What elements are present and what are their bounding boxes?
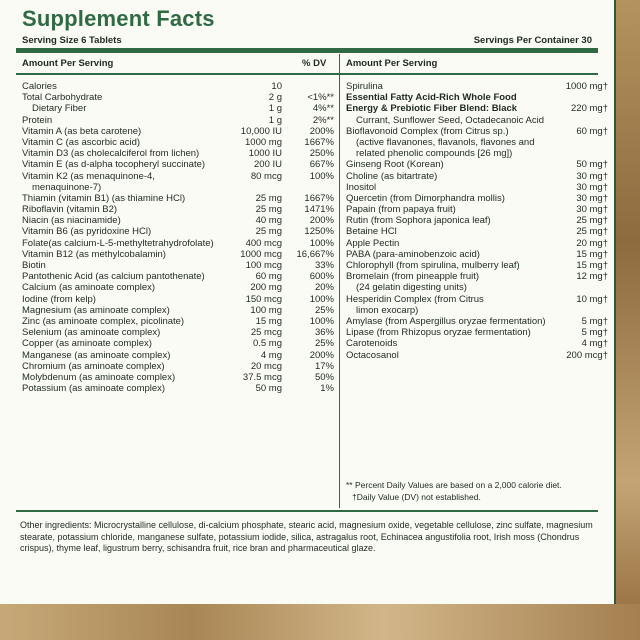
nutrient-amount: 50 mg: [255, 383, 282, 395]
ingredient-row: [346, 182, 608, 193]
ingredient-row: [346, 115, 608, 126]
nutrient-row: [22, 238, 334, 249]
nutrient-amount: 100 mcg: [245, 260, 282, 272]
dv-not-established-footnote: †Daily Value (DV) not established.: [352, 492, 481, 502]
ingredient-row: [346, 81, 608, 92]
ingredient-row: [346, 148, 608, 159]
nutrient-dv: 200%: [309, 215, 334, 227]
nutrient-row: [22, 193, 334, 204]
nutrient-name: Calories: [22, 81, 57, 92]
nutrient-row: [22, 305, 334, 316]
nutrient-dv: 600%: [309, 271, 334, 283]
nutrient-name: Calcium (as aminoate complex): [22, 282, 156, 294]
nutrient-name: Vitamin B12 (as methylcobalamin): [22, 248, 166, 260]
right-amount-header: Amount Per Serving: [346, 58, 438, 69]
nutrient-row: [22, 215, 334, 226]
nutrient-amount: 200 IU: [254, 159, 282, 171]
ingredient-amount: 25 mg†: [576, 215, 608, 227]
ingredient-amount: 30 mg†: [576, 181, 608, 193]
nutrient-amount: 25 mcg: [250, 327, 282, 339]
ingredient-name: Octacosanol: [346, 349, 399, 361]
nutrient-dv: 25%: [314, 304, 334, 316]
ingredient-name: Carotenoids: [346, 338, 398, 350]
ingredient-amount: 5 mg†: [581, 315, 608, 327]
ingredient-row: [346, 103, 608, 114]
nutrient-dv: 4%**: [312, 103, 334, 115]
nutrient-name: Molybdenum (as aminoate complex): [22, 371, 176, 383]
ingredient-amount: 30 mg†: [576, 192, 608, 204]
nutrient-row: [22, 260, 334, 271]
ingredient-row: [346, 126, 608, 137]
nutrient-dv: 16,667%: [296, 248, 334, 260]
ingredient-row: [346, 316, 608, 327]
nutrient-row: [22, 282, 334, 293]
left-nutrient-list: [22, 81, 334, 394]
nutrient-name: Folate(as calcium-L-5-methyltetrahydrofolate): [22, 237, 214, 249]
nutrient-row: [22, 294, 334, 305]
nutrient-dv: 1667%: [304, 136, 334, 148]
ingredient-name: Bromelain (from pineapple fruit): [346, 271, 480, 283]
nutrient-name: Selenium (as aminoate complex): [22, 327, 161, 339]
ingredient-name: Chlorophyll (from spirulina, mulberry leaf): [346, 260, 520, 271]
nutrient-row: [22, 338, 334, 349]
nutrient-name: Vitamin D3 (as cholecalciferol from lichen): [22, 148, 200, 160]
nutrient-dv: 1471%: [304, 204, 334, 216]
nutrient-name: Vitamin B6 (as pyridoxine HCl): [22, 226, 152, 238]
ingredient-amount: 1000 mg†: [565, 81, 608, 92]
nutrient-row: [22, 92, 334, 103]
nutrient-dv: 100%: [309, 170, 334, 182]
nutrient-amount: 100 mg: [250, 304, 282, 316]
ingredient-row: [346, 204, 608, 215]
ingredient-name: Bioflavonoid Complex (from Citrus sp.): [346, 125, 509, 137]
ingredient-row: [346, 249, 608, 260]
ingredient-amount: 10 mg†: [576, 293, 608, 305]
nutrient-name: Vitamin K2 (as menaquinone-4,: [22, 170, 155, 182]
right-nutrient-list: [346, 81, 608, 361]
servings-per-container: Servings Per Container 30: [473, 35, 592, 46]
nutrient-row: [22, 81, 334, 92]
ingredient-name: Lipase (from Rhizopus oryzae fermentation): [346, 327, 531, 339]
ingredient-name: Spirulina: [346, 81, 383, 92]
nutrient-amount: 4 mg: [260, 349, 282, 361]
nutrient-amount: 1 g: [268, 114, 282, 126]
wood-background-bottom: [0, 604, 640, 640]
ingredient-amount: 15 mg†: [576, 248, 608, 260]
nutrient-name: Chromium (as aminoate complex): [22, 360, 165, 372]
nutrient-row: [22, 350, 334, 361]
column-header-rule: [16, 73, 598, 75]
nutrient-row: [22, 103, 334, 114]
ingredient-amount: 60 mg†: [576, 125, 608, 137]
other-ingredients: Other ingredients: Microcrystalline cellulose, di-calcium phosphate, stearic acid, magnesium oxide, vegetable cellulose, zinc sulfate, magnesium stearate, potassium chloride, manganese sulfate, potassium iodide, silica, astragalus root, Echinacea angustifolia root, Irish moss (Chondrus crispus), thyme leaf, ligustrum berry, schisandra fruit, rice bran and pharmaceutical glaze.: [20, 520, 593, 553]
ingredient-amount: 25 mg†: [576, 226, 608, 238]
ingredient-amount: 20 mg†: [576, 237, 608, 249]
nutrient-row: [22, 383, 334, 394]
ingredient-amount: 12 mg†: [576, 271, 608, 283]
nutrient-dv: 50%: [314, 371, 334, 383]
nutrient-name: Vitamin A (as beta carotene): [22, 125, 142, 137]
nutrient-row: [22, 126, 334, 137]
ingredient-row: [346, 171, 608, 182]
panel-title: Supplement Facts: [22, 6, 215, 31]
nutrient-amount: 80 mcg: [250, 170, 282, 182]
nutrient-dv: 2%**: [312, 114, 334, 126]
nutrient-dv: 667%: [309, 159, 334, 171]
nutrient-amount: 25 mg: [255, 204, 282, 216]
ingredient-amount: 30 mg†: [576, 170, 608, 182]
nutrient-amount: 200 mg: [250, 282, 282, 294]
nutrient-row: [22, 361, 334, 372]
nutrient-row: [22, 316, 334, 327]
nutrient-row: [22, 271, 334, 282]
ingredient-amount: 15 mg†: [576, 260, 608, 271]
nutrient-amount: 10,000 IU: [240, 125, 282, 137]
nutrient-amount: 0.5 mg: [252, 338, 282, 350]
ingredient-amount: 5 mg†: [581, 327, 608, 339]
nutrient-dv: 1%: [320, 383, 334, 395]
ingredient-row: [346, 327, 608, 338]
ingredient-row: [346, 294, 608, 305]
nutrient-dv: 33%: [314, 260, 334, 272]
nutrient-name: Magnesium (as aminoate complex): [22, 304, 170, 316]
column-divider: [339, 54, 340, 508]
nutrient-amount: 400 mcg: [245, 237, 282, 249]
ingredient-name: Essential Fatty Acid-Rich Whole Food: [346, 92, 517, 104]
nutrient-row: [22, 171, 334, 193]
ingredient-amount: 50 mg†: [576, 159, 608, 171]
nutrient-amount: 150 mcg: [245, 293, 282, 305]
nutrient-amount: 20 mcg: [250, 360, 282, 372]
ingredient-name: Inositol: [346, 181, 377, 193]
nutrient-name: Zinc (as aminoate complex, picolinate): [22, 315, 185, 327]
ingredient-amount: 4 mg†: [581, 338, 608, 350]
ingredient-row: [346, 305, 608, 316]
nutrient-dv: 200%: [309, 125, 334, 137]
nutrient-amount: 15 mg: [255, 315, 282, 327]
nutrient-amount: 60 mg: [255, 271, 282, 283]
ingredient-row: [346, 338, 608, 349]
nutrient-name: Riboflavin (vitamin B2): [22, 204, 118, 216]
ingredient-name: Currant, Sunflower Seed, Octadecanoic Acid: [356, 114, 544, 126]
nutrient-name: Biotin: [22, 260, 46, 272]
left-dv-header: % DV: [302, 58, 327, 69]
nutrient-row: [22, 249, 334, 260]
nutrient-amount: 37.5 mcg: [242, 371, 282, 383]
nutrient-dv: 1667%: [304, 192, 334, 204]
ingredient-row: [346, 193, 608, 204]
nutrient-dv: 1250%: [304, 226, 334, 238]
dv-footnote: ** Percent Daily Values are based on a 2,000 calorie diet.: [346, 480, 562, 490]
nutrient-row: [22, 159, 334, 170]
ingredient-name: Papain (from papaya fruit): [346, 204, 456, 216]
nutrient-name: Manganese (as aminoate complex): [22, 349, 171, 361]
nutrient-row: [22, 372, 334, 383]
ingredient-name: Apple Pectin: [346, 237, 400, 249]
left-amount-header: Amount Per Serving: [22, 58, 114, 69]
ingredient-row: [346, 159, 608, 170]
nutrient-amount: 1000 mg: [245, 136, 282, 148]
nutrient-name: Vitamin E (as d-alpha tocopheryl succinate): [22, 159, 206, 171]
ingredient-name: PABA (para-aminobenzoic acid): [346, 248, 480, 260]
nutrient-name: Dietary Fiber: [32, 103, 87, 115]
ingredient-name: Quercetin (from Dimorphandra mollis): [346, 192, 505, 204]
ingredient-name: Energy & Prebiotic Fiber Blend: Black: [346, 103, 518, 115]
ingredient-row: [346, 271, 608, 282]
nutrient-dv: 17%: [314, 360, 334, 372]
ingredient-amount: 220 mg†: [571, 103, 608, 115]
nutrient-amount: 40 mg: [255, 215, 282, 227]
nutrient-dv: 100%: [309, 315, 334, 327]
ingredient-name: Choline (as bitartrate): [346, 170, 438, 182]
nutrient-row: [22, 327, 334, 338]
ingredient-row: [346, 226, 608, 237]
nutrient-row: [22, 137, 334, 148]
nutrient-dv: 25%: [314, 338, 334, 350]
ingredient-name: Amylase (from Aspergillus oryzae fermentation): [346, 315, 546, 327]
nutrient-name: Total Carbohydrate: [22, 92, 103, 104]
ingredient-name: (active flavanones, flavanols, flavones and: [356, 136, 535, 148]
ingredient-name: (24 gelatin digesting units): [356, 282, 467, 294]
ingredient-name: Betaine HCl: [346, 226, 397, 238]
nutrient-name: Iodine (from kelp): [22, 293, 96, 305]
ingredient-name: Ginseng Root (Korean): [346, 159, 444, 171]
ingredient-row: [346, 282, 608, 293]
nutrient-dv: 20%: [314, 282, 334, 294]
ingredient-amount: 30 mg†: [576, 204, 608, 216]
nutrient-name: Protein: [22, 114, 53, 126]
nutrient-dv: 100%: [309, 237, 334, 249]
footer-rule: [16, 510, 598, 512]
nutrient-row: [22, 226, 334, 237]
nutrient-name-cont: menaquinone-7): [32, 181, 102, 193]
nutrient-name: Pantothenic Acid (as calcium pantothenate): [22, 271, 205, 283]
ingredient-name: limon exocarp): [356, 304, 419, 316]
ingredient-name: Rutin (from Sophora japonica leaf): [346, 215, 491, 227]
nutrient-dv: 200%: [309, 349, 334, 361]
nutrient-amount: 25 mg: [255, 192, 282, 204]
nutrient-row: [22, 148, 334, 159]
ingredient-name: related phenolic compounds [26 mg]): [356, 148, 513, 160]
nutrient-row: [22, 115, 334, 126]
wood-background-right: [616, 0, 640, 604]
header-rule: [16, 48, 598, 53]
nutrient-dv: 36%: [314, 327, 334, 339]
nutrient-row: [22, 204, 334, 215]
ingredient-row: [346, 260, 608, 271]
nutrient-amount: 1000 mcg: [240, 248, 282, 260]
nutrient-amount: 10: [271, 81, 282, 92]
ingredient-row: [346, 215, 608, 226]
nutrient-amount: 1000 IU: [248, 148, 282, 160]
nutrient-amount: 2 g: [268, 92, 282, 104]
nutrient-name: Potassium (as aminoate complex): [22, 383, 166, 395]
nutrient-name: Thiamin (vitamin B1) (as thiamine HCl): [22, 192, 186, 204]
nutrient-dv: 100%: [309, 293, 334, 305]
nutrient-dv: 250%: [309, 148, 334, 160]
nutrient-name: Niacin (as niacinamide): [22, 215, 121, 227]
nutrient-dv: <1%**: [307, 92, 334, 104]
ingredient-row: [346, 137, 608, 148]
nutrient-name: Vitamin C (as ascorbic acid): [22, 136, 141, 148]
ingredient-row: [346, 350, 608, 361]
ingredient-row: [346, 238, 608, 249]
ingredient-name: Hesperidin Complex (from Citrus: [346, 293, 484, 305]
ingredient-row: [346, 92, 608, 103]
nutrient-name: Copper (as aminoate complex): [22, 338, 152, 350]
nutrient-amount: 1 g: [268, 103, 282, 115]
serving-size: Serving Size 6 Tablets: [22, 35, 122, 46]
ingredient-amount: 200 mcg†: [566, 349, 608, 361]
nutrient-amount: 25 mg: [255, 226, 282, 238]
